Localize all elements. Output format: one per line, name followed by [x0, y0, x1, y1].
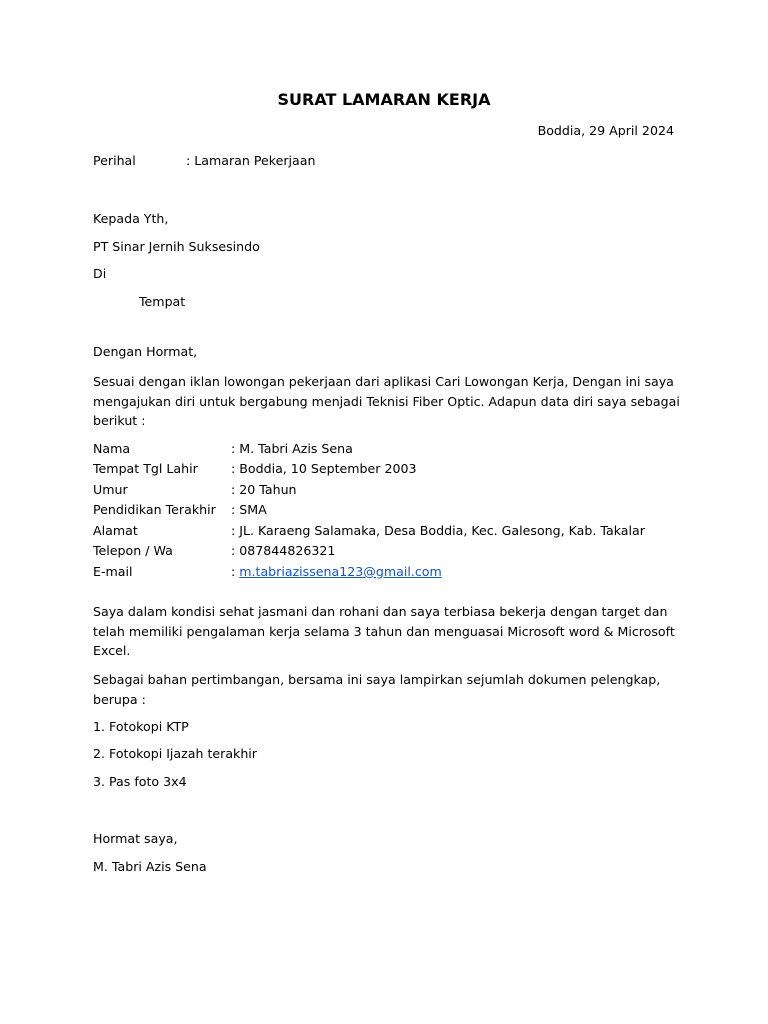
data-value-education: : SMA	[231, 502, 267, 517]
attachment-item-1: 1. Fotokopi KTP	[93, 719, 189, 734]
data-value-address: : JL. Karaeng Salamaka, Desa Boddia, Kec. Galesong, Kab. Takalar	[231, 523, 645, 538]
recipient-di: Di	[93, 266, 107, 281]
recipient-place: Tempat	[139, 294, 186, 309]
greeting: Dengan Hormat,	[93, 344, 198, 359]
data-label-phone: Telepon / Wa	[93, 543, 173, 558]
letter-title: SURAT LAMARAN KERJA	[277, 90, 491, 109]
data-value-email-row	[231, 564, 442, 580]
email-link[interactable]: m.tabriazissena123@gmail.com	[239, 564, 442, 579]
data-value-phone: : 087844826321	[231, 543, 336, 558]
closing: Hormat saya,	[93, 831, 178, 846]
body-paragraph-2: Sebagai bahan pertimbangan, bersama ini saya lampirkan sejumlah dokumen pelengkap, berupa :	[93, 672, 661, 707]
subject-label: Perihal	[93, 153, 136, 168]
letter-date: Boddia, 29 April 2024	[537, 123, 674, 138]
data-label-email: E-mail	[93, 564, 133, 579]
subject-value: : Lamaran Pekerjaan	[186, 153, 316, 168]
recipient-salutation: Kepada Yth,	[93, 211, 169, 226]
data-label-education: Pendidikan Terakhir	[93, 502, 216, 517]
data-value-birth: : Boddia, 10 September 2003	[231, 461, 417, 476]
data-label-birth: Tempat Tgl Lahir	[93, 461, 198, 476]
attachment-item-3: 3. Pas foto 3x4	[93, 774, 187, 789]
recipient-company: PT Sinar Jernih Suksesindo	[93, 239, 260, 254]
email-colon: :	[231, 564, 240, 579]
data-value-age: : 20 Tahun	[231, 482, 297, 497]
attachment-item-2: 2. Fotokopi Ijazah terakhir	[93, 746, 257, 761]
signature-name: M. Tabri Azis Sena	[93, 859, 207, 874]
data-label-address: Alamat	[93, 523, 138, 538]
intro-paragraph: Sesuai dengan iklan lowongan pekerjaan dari aplikasi Cari Lowongan Kerja, Dengan ini saya mengajukan diri untuk bergabung menjadi Teknisi Fiber Optic. Adapun data diri saya sebagai berikut :	[93, 374, 680, 428]
body-paragraph-1: Saya dalam kondisi sehat jasmani dan rohani dan saya terbiasa bekerja dengan target dan telah memiliki pengalaman kerja selama 3 tahun dan menguasai Microsoft word & Microsoft Excel.	[93, 604, 675, 658]
data-label-name: Nama	[93, 441, 131, 456]
data-value-name: : M. Tabri Azis Sena	[231, 441, 353, 456]
data-label-age: Umur	[93, 482, 128, 497]
